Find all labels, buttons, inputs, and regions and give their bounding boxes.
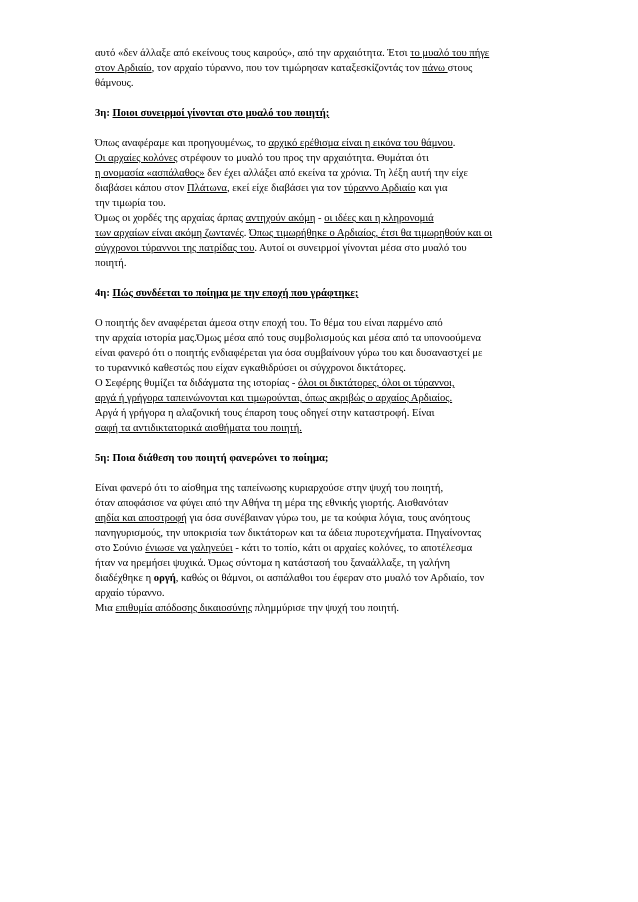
underlined-text: σύγχρονοι τύραννοι της πατρίδας του	[95, 243, 255, 254]
text-line	[95, 556, 548, 571]
paragraph	[95, 481, 548, 616]
text-line	[95, 256, 548, 271]
text-run: και για	[415, 183, 448, 194]
text-line	[95, 406, 548, 421]
text-run: Όπως αναφέραμε και προηγουμένως, το	[95, 138, 269, 149]
text-line	[95, 541, 548, 556]
text-run: δεν έχει αλλάξει από εκείνα τα χρόνια. Τη λέξη αυτή την είχε	[204, 168, 468, 179]
underlined-text: Οι αρχαίες κολόνες	[95, 153, 178, 164]
text-run: στρέφουν το μυαλό του προς την αρχαιότητα. Θυμάται ότι	[177, 153, 429, 164]
underlined-text: οι ιδέες και η κληρονομιά	[324, 213, 434, 224]
paragraph-spacer	[95, 436, 548, 451]
text-line	[95, 361, 548, 376]
paragraph-spacer	[95, 301, 548, 316]
underlined-text: πάνω	[422, 63, 448, 74]
text-run: -	[315, 213, 325, 224]
question-heading	[95, 451, 548, 466]
paragraph-spacer	[95, 466, 548, 481]
text-line	[95, 331, 548, 346]
underlined-text: η ονομασία «ασπάλαθος»	[95, 168, 205, 179]
text-run: για όσα συνέβαιναν γύρω του, με τα κούφια λόγια, τους ανόητους	[186, 513, 470, 524]
text-run: οργή	[153, 573, 176, 584]
underlined-text: αηδία και αποστροφή	[95, 513, 187, 524]
underlined-text: το μυαλό του πήγε	[410, 48, 490, 59]
text-line	[95, 166, 548, 181]
text-line	[95, 226, 548, 241]
text-run: την αρχαία ιστορία μας.Όμως μέσα από τους συμβολισμούς και μέσα από τα υπονοούμενα	[95, 333, 481, 344]
underlined-text: Πλάτωνα	[187, 183, 227, 194]
text-run: διαβάσει κάπου στον	[95, 183, 188, 194]
text-run: , τον αρχαίο τύραννο, που τον τιμώρησαν καταξεσκίζοντάς τον	[151, 63, 423, 74]
underlined-text: Όπως τιμωρήθηκε ο Αρδιαίος, έτσι θα τιμωρηθούν και οι	[249, 228, 493, 239]
text-line	[95, 526, 548, 541]
text-line	[95, 286, 548, 301]
underlined-text: Ποιοι συνειρμοί γίνονται στο μυαλό του ποιητή;	[112, 108, 330, 119]
text-run: αυτό «δεν άλλαξε από εκείνους τους καιρούς», από την αρχαιότητα. Έτσι	[95, 48, 411, 59]
text-run: Αργά ή γρήγορα η αλαζονική τους έπαρση τους οδηγεί στην καταστροφή. Είναι	[95, 408, 435, 419]
text-line	[95, 481, 548, 496]
underlined-text: αργά ή γρήγορα ταπεινώνονται και τιμωρούνται, όπως ακριβώς ο αρχαίος Αρδιαίος.	[95, 393, 453, 404]
text-line	[95, 106, 548, 121]
text-line	[95, 241, 548, 256]
text-line	[95, 451, 548, 466]
underlined-text: αντηχούν ακόμη	[245, 213, 316, 224]
text-run: 3η:	[95, 108, 113, 119]
text-line	[95, 316, 548, 331]
text-run: την τιμωρία του.	[95, 198, 166, 209]
text-run: ποιητή.	[95, 258, 127, 269]
paragraph-spacer	[95, 271, 548, 286]
underlined-text: αρχικό ερέθισμα είναι η εικόνα του θάμνου	[268, 138, 453, 149]
text-run: πλημμύρισε την ψυχή του ποιητή.	[252, 603, 400, 614]
text-run: στο Σούνιο	[95, 543, 146, 554]
text-run: Ο ποιητής δεν αναφέρεται άμεσα στην εποχή του. Το θέμα του είναι παρμένο από	[95, 318, 443, 329]
underlined-text: ένιωσε να γαληνεύει	[145, 543, 233, 554]
text-line	[95, 211, 548, 226]
text-line	[95, 376, 548, 391]
paragraph	[95, 46, 548, 91]
underlined-text: όλοι οι δικτάτορες, όλοι οι τύραννοι,	[298, 378, 455, 389]
text-line	[95, 346, 548, 361]
text-run: Μια	[95, 603, 116, 614]
paragraph	[95, 136, 548, 271]
paragraph-spacer	[95, 121, 548, 136]
question-heading	[95, 286, 548, 301]
text-run: θάμνους.	[95, 78, 134, 89]
text-line	[95, 496, 548, 511]
text-line	[95, 571, 548, 586]
text-run: , εκεί είχε διαβάσει για τον	[226, 183, 344, 194]
text-run: . Αυτοί οι συνειρμοί γίνονται μέσα στο μυαλό του	[254, 243, 467, 254]
paragraph	[95, 316, 548, 436]
text-run: διαδέχθηκε η	[95, 573, 154, 584]
underlined-text: Πώς συνδέεται το ποίημα με την εποχή που γράφτηκε;	[112, 288, 359, 299]
text-line	[95, 196, 548, 211]
text-run: Ο Σεφέρης θυμίζει τα διδάγματα της ιστορίας -	[95, 378, 298, 389]
text-run: 4η:	[95, 288, 113, 299]
text-line	[95, 76, 548, 91]
text-line	[95, 181, 548, 196]
text-run: .	[452, 138, 456, 149]
text-line	[95, 61, 548, 76]
text-line	[95, 151, 548, 166]
text-line	[95, 601, 548, 616]
text-line	[95, 511, 548, 526]
text-run: είναι φανερό ότι ο ποιητής ενδιαφέρεται για όσα συμβαίνουν γύρω του και δυσαναστχεί με	[95, 348, 483, 359]
text-line	[95, 421, 548, 436]
text-run: 5η: Ποια διάθεση του ποιητή φανερώνει το ποίημα;	[95, 453, 329, 464]
underlined-text: τύραννο Αρδιαίο	[343, 183, 416, 194]
text-run: Όμως οι χορδές της αρχαίας άρπας	[95, 213, 246, 224]
question-heading	[95, 106, 548, 121]
text-line	[95, 391, 548, 406]
paragraph-spacer	[95, 91, 548, 106]
text-line	[95, 46, 548, 61]
underlined-text: επιθυμία απόδοσης δικαιοσύνης	[115, 603, 253, 614]
text-run: , καθώς οι θάμνοι, οι ασπάλαθοι του έφεραν στο μυαλό τον Αρδιαίο, τον	[175, 573, 485, 584]
underlined-text: στον Αρδιαίο	[95, 63, 152, 74]
text-run: το τυραννικό καθεστώς που είχαν εγκαθιδρύσει οι σύγχρονοι δικτάτορες.	[95, 363, 406, 374]
text-run: όταν αποφάσισε να φύγει από την Αθήνα τη μέρα της εθνικής γιορτής. Αισθανόταν	[95, 498, 449, 509]
text-run: αρχαίο τύραννο.	[95, 588, 165, 599]
text-run: Είναι φανερό ότι το αίσθημα της ταπείνωσης κυριαρχούσε στην ψυχή του ποιητή,	[95, 483, 444, 494]
underlined-text: σαφή τα αντιδικτατορικά αισθήματα του ποιητή.	[95, 423, 302, 434]
text-line	[95, 586, 548, 601]
text-run: στους	[447, 63, 473, 74]
text-run: πανηγυρισμούς, την υποκρισία των δικτάτορων και τα άδεια πυροτεχνήματα. Πηγαίνοντας	[95, 528, 482, 539]
text-run: - κάτι το τοπίο, κάτι οι αρχαίες κολόνες, το αποτέλεσμα	[232, 543, 473, 554]
underlined-text: των αρχαίων είναι ακόμη ζωντανές	[95, 228, 244, 239]
text-line	[95, 136, 548, 151]
text-run: ήταν να ηρεμήσει ψυχικά. Όμως σύντομα η κατάστασή του ξαναάλλαξε, τη γαλήνη	[95, 558, 451, 569]
text-run: .	[243, 228, 250, 239]
